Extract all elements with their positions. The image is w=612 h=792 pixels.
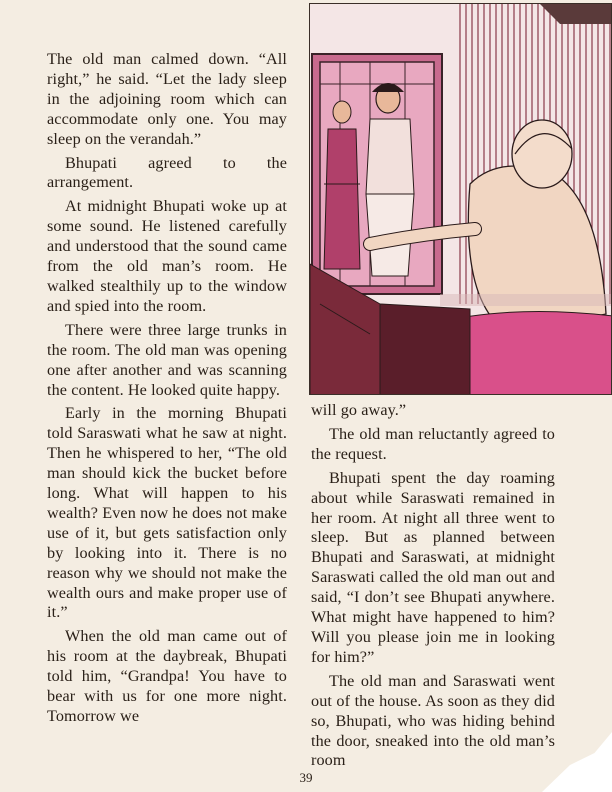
paragraph: The old man calmed down. “All right,” he said. “Let the lady sleep in the adjoining room which can accommodate only one. You may sleep on the verandah.” <box>47 50 287 148</box>
paragraph: The old man reluctantly agreed to the request. <box>311 424 555 463</box>
paragraph: will go away.” <box>311 401 407 419</box>
paragraph: Early in the morning Bhupati told Saraswati what he saw at night. Then he whispered to her, “The old man should kick the bucket before long. What will happen to his wealth? Even now he does not make use of it, but gets satisfaction only by looking into it. There is no reason why we should not make the wealth ours and make proper use of it.” <box>47 404 287 622</box>
paragraph: Bhupati agreed to the arrangement. <box>47 153 287 192</box>
paragraph: There were three large trunks in the room. The old man was opening one after another and was scanning the content. He looked quite happy. <box>47 320 287 399</box>
paragraph: At midnight Bhupati woke up at some sound. He listened carefully and understood that the sound came from the old man’s room. He walked stealthily up to the window and spied into the room. <box>47 197 287 315</box>
paragraph: The old man and Saraswati went out of the house. As soon as they did so, Bhupati, who was hiding behind the door, sneaked into the old man’s room <box>311 671 555 770</box>
illustration-drawing <box>310 4 612 395</box>
story-illustration <box>309 3 612 395</box>
page-number: 39 <box>299 770 313 785</box>
paragraph: Bhupati spent the day roaming about while Saraswati remained in her room. At night all three went to sleep. But as planned between Bhupati and Saraswati, at midnight Saraswati called the old man out and said, “I don’t see Bhupati anywhere. What might have happened to him? Will you please join me in looking for him?” <box>311 468 555 666</box>
paragraph: When the old man came out of his room at the daybreak, Bhupati told him, “Grandpa! You have to bear with us for one more night. Tomorrow we <box>47 627 287 725</box>
right-text-column <box>311 401 555 775</box>
left-text-column <box>47 50 287 731</box>
